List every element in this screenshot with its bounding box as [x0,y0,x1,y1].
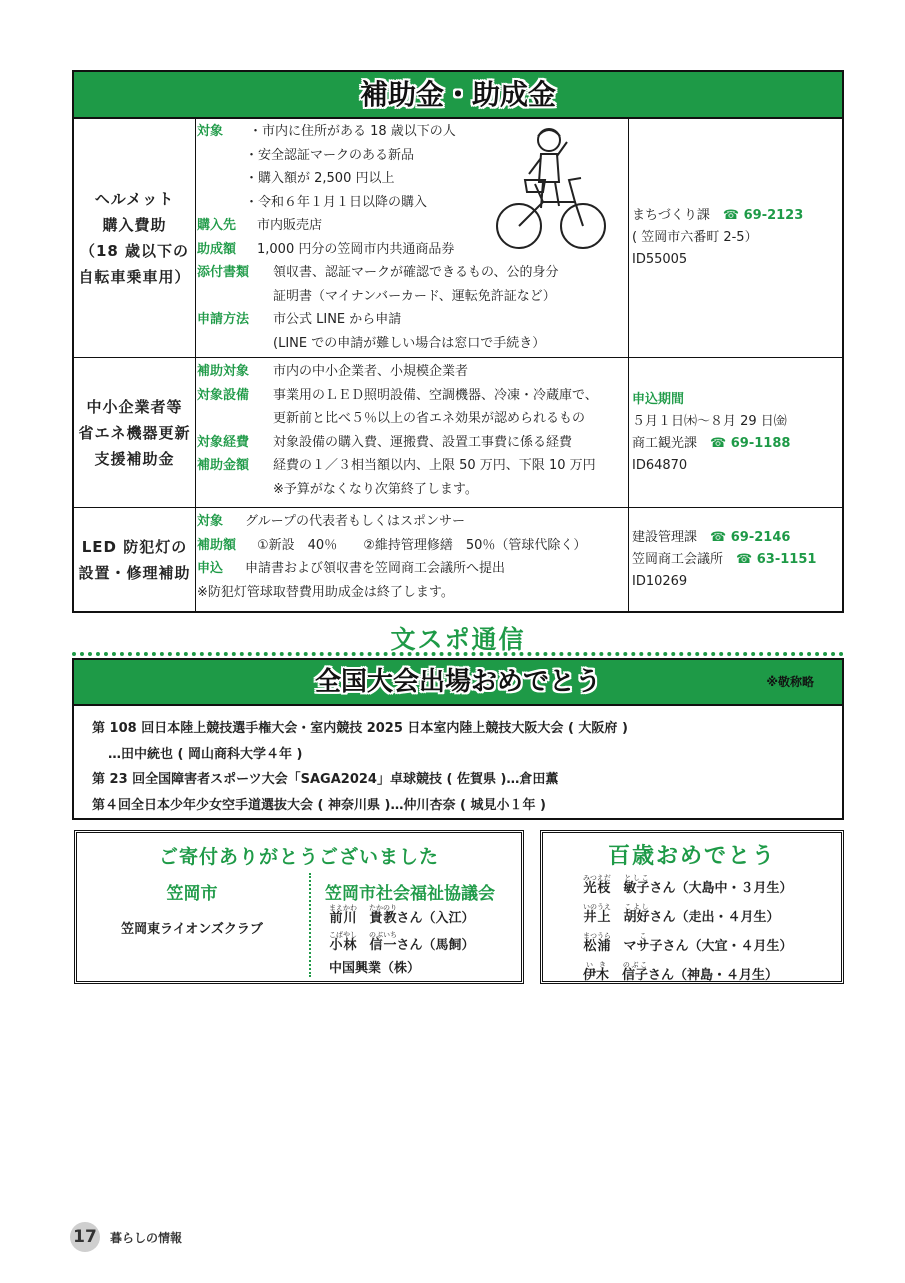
helmet-name-line: （18 歳以下の [79,241,190,260]
ruby: のぶいち [369,931,398,939]
contact-id: ID64870 [632,457,688,473]
detail-label: 添付書類 [197,265,250,280]
family-name: 光枝 [583,881,611,896]
detail-line [197,407,628,431]
detail-label: 助成額 [197,241,237,257]
detail-text: ・市内に住所がある 18 歳以下の人 [249,124,456,139]
detail-text: 申請書および領収書を笠岡商工会議所へ提出 [245,561,506,576]
person-suffix: さん（大島中・３月生） [649,881,793,896]
helmet-name-line: 購入費助 [102,215,167,234]
detail-text: 経費の１／３相当額以内、上限 50 万円、下限 10 万円 [273,458,596,473]
contact-address: ( 笠岡市六番町 2-5） [632,229,758,245]
given-name: 信子 [622,968,649,983]
detail-text: グループの代表者もしくはスポンサー [245,514,465,529]
detail-text: 事業用のＬＥＤ照明設備、空調機器、冷凍・冷蔵庫で、 [273,387,598,403]
detail-line [197,581,628,605]
bicycle-girl-illustration [495,122,607,252]
city-title: 笠岡市 [166,884,218,904]
detail-line [197,360,628,384]
welfare-title: 笠岡市社会福祉協議会 [325,884,495,904]
phone: ☎ 69-2123 [722,207,804,223]
centenarian-list [583,874,841,990]
national-tournament-title [74,660,842,706]
led-name-line: LED 防犯灯の [81,537,188,556]
detail-text: ・購入額が 2,500 円以上 [245,171,395,186]
ruby: みつえだ [583,874,611,882]
detail-text: 更新前と比べ５％以上の省エネ効果が認められるもの [273,411,586,426]
donor: 中国興業（株） [329,961,421,976]
page-number: 17 [70,1222,100,1252]
detail-label: 申込 [197,561,224,576]
honorific-note: ※敬称略 [766,675,814,689]
given-name: マサ子 [623,939,663,954]
period-label: 申込期間 [632,391,685,407]
phone: ☎ 69-2146 [710,529,791,545]
family-name: 前川 [329,911,357,926]
list-item [583,961,841,990]
list-item: …田中統也 ( 岡山商科大学４年 ) [108,746,303,762]
ruby: のぶこ [622,961,649,969]
energy-details [195,358,629,507]
national-tournament-title-text: 全国大会出場おめでとう [314,667,601,697]
energy-contact [629,358,842,507]
donation-city-column [77,873,307,937]
helmet-name [74,118,196,357]
detail-label: 対象 [197,514,224,529]
energy-name-line: 中小企業者等 [86,397,183,416]
ruby: こばやし [329,931,357,939]
detail-text: 領収書、認証マークが確認できるもの、公的身分 [273,265,559,280]
helmet-name-line: 自転車乗車用） [78,267,191,286]
detail-label: 補助対象 [197,364,250,379]
detail-line [197,285,628,309]
family-name: 松浦 [583,939,611,954]
detail-label: 対象設備 [197,387,250,403]
contact-id: ID55005 [632,251,688,267]
detail-text: ※防犯灯管球取替費用助成金は終了します。 [197,584,454,600]
donor-suffix: さん（入江） [396,911,475,926]
detail-text: ・安全認証マークのある新品 [245,147,415,163]
phone: ☎ 69-1188 [710,435,791,451]
contact-dept: 笠岡商工会議所 [632,551,724,567]
detail-label: 購入先 [197,218,237,233]
detail-label: 補助金額 [197,458,250,473]
list-item [583,932,841,961]
given-name: 信一 [369,938,398,953]
led-details [195,508,629,611]
detail-line [197,431,628,455]
detail-line [197,557,628,581]
detail-line [197,332,628,356]
ruby: まえかわ [329,904,357,912]
list-item [583,874,841,903]
detail-text: 証明書（マイナンバーカード、運転免許証など） [273,288,556,304]
energy-row [74,357,842,507]
donor: 笠岡東ライオンズクラブ [121,922,263,937]
detail-text: ①新設 40％ ②維持管理修繕 50％（管球代除く） [257,537,587,553]
detail-label: 補助額 [197,537,237,553]
detail-label: 申請方法 [197,312,250,327]
detail-text: ※予算がなくなり次第終了します。 [273,481,478,497]
donation-box [74,830,524,984]
donor [329,931,521,958]
centenarian-box [540,830,844,984]
contact-id: ID10269 [632,573,688,589]
donor [329,904,521,931]
helmet-name-line: ヘルメット [94,189,175,208]
contact-dept: 商工観光課 [632,435,698,451]
energy-name-line: 省エネ機器更新 [78,423,191,442]
given-name: 胡好 [623,910,650,925]
person-suffix: さん（走出・４月生） [649,910,780,925]
detail-line [197,510,628,534]
list-item: 第 23 回全国障害者スポーツ大会「SAGA2024」卓球競技 ( 佐賀県 )…倉田薫 [92,772,559,787]
detail-text: 市内の中小企業者、小規模企業者 [273,364,469,379]
contact-dept: 建設管理課 [632,529,698,545]
ruby: いのうえ [583,903,611,911]
led-row [74,507,842,611]
detail-line [197,478,628,502]
period-value: ５月１日㈭～８月 29 日㈮ [632,413,787,429]
helmet-details [195,118,629,357]
donation-title: ご寄付ありがとうございました [158,846,439,868]
list-item [583,903,841,932]
detail-line [197,534,628,558]
detail-text: 対象設備の購入費、運搬費、設置工事費に係る経費 [273,434,573,450]
detail-text: 1,000 円分の笠岡市内共通商品券 [257,241,455,257]
detail-line [197,454,628,478]
bunspo-heading: 文スポ通信 [390,625,526,654]
led-contact [629,508,842,611]
subsidy-title: 補助金・助成金 [74,72,842,119]
detail-line [197,308,628,332]
detail-text: ・令和６年１月１日以降の購入 [245,194,428,210]
person-suffix: さん（神島・４月生） [648,968,779,983]
family-name: 伊木 [583,968,610,983]
ruby: たかのり [369,904,398,912]
ruby: としこ [623,874,650,882]
family-name: 小林 [329,938,357,953]
detail-label: 対象 [197,124,224,139]
helmet-contact [629,118,842,357]
detail-text: 市内販売店 [257,218,323,233]
section-label: 暮らしの情報 [110,1230,183,1245]
given-name: 敏子 [623,881,650,896]
given-name: 貴教 [369,911,398,926]
energy-name [74,358,196,507]
family-name: 井上 [583,910,611,925]
detail-label: 対象経費 [197,434,250,450]
centenarian-title: 百歳おめでとう [607,844,776,869]
contact-dept: まちづくり課 [632,207,710,223]
detail-line [197,261,628,285]
list-item: 第４回全日本少年少女空手道選抜大会 ( 神奈川県 )…仲川杏奈 ( 城見小１年 ) [92,797,546,813]
ruby: こ [623,932,663,940]
donor-suffix: さん（馬飼） [396,938,475,953]
ruby: まつうら [583,932,611,940]
detail-text: 市公式 LINE から申請 [273,312,402,327]
helmet-row [74,117,842,357]
detail-text: (LINE での申請が難しい場合は窓口で手続き） [273,335,546,351]
page-footer [70,1222,182,1252]
tournament-list [74,706,842,818]
national-tournament-box [72,658,844,820]
person-suffix: さん（大宜・４月生） [662,939,793,954]
phone: ☎ 63-1151 [736,551,817,567]
ruby: こよし [623,903,650,911]
dotted-divider [72,652,844,656]
energy-name-line: 支援補助金 [94,449,175,468]
detail-line [197,384,628,408]
subsidy-table [72,70,844,613]
led-name [74,508,196,611]
list-item: 第 108 回日本陸上競技選手権大会・室内競技 2025 日本室内陸上競技大阪大会 ( 大阪府 ) [92,721,628,736]
donation-welfare-column [309,873,521,977]
led-name-line: 設置・修理補助 [78,563,191,582]
ruby: いき [583,961,610,969]
